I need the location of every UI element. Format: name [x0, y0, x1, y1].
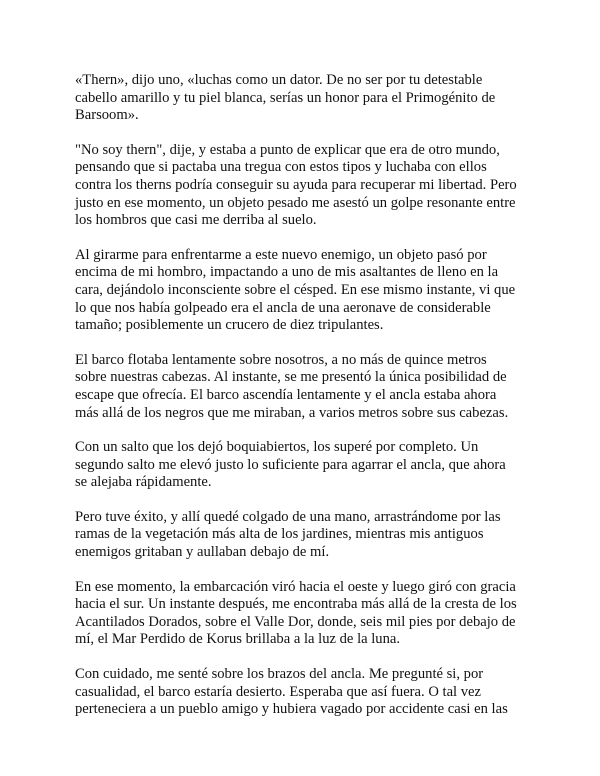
- text-line: contra los therns podría conseguir su ayuda para recuperar mi libertad. Pero: [75, 176, 517, 193]
- text-line: sobre nuestras cabezas. Al instante, se me presentó la única posibilidad de: [75, 369, 507, 386]
- text-line: casualidad, el barco estaría desierto. Esperaba que así fuera. O tal vez: [75, 683, 481, 700]
- text-line: cabello amarillo y tu piel blanca, serías un honor para el Primogénito de: [75, 89, 496, 106]
- text-line: escape que ofrecía. El barco ascendía lentamente y el ancla estaba ahora: [75, 386, 497, 403]
- paragraph-2: [75, 142, 525, 230]
- text-line: «Thern», dijo uno, «luchas como un dator. De no ser por tu detestable: [75, 72, 483, 88]
- text-line: enemigos gritaban y aullaban debajo de mí.: [75, 544, 330, 561]
- text-line: se alejaba rápidamente.: [75, 474, 212, 491]
- text-line: El barco flotaba lentamente sobre nosotros, a no más de quince metros: [75, 351, 487, 368]
- text-line: hacia el sur. Un instante después, me encontraba más allá de la cresta de los: [75, 596, 517, 613]
- text-line: mí, el Mar Perdido de Korus brillaba a la luz de la luna.: [75, 631, 401, 648]
- paragraph-5: [75, 439, 525, 492]
- text-line: Con un salto que los dejó boquiabiertos, los superé por completo. Un: [75, 439, 479, 456]
- text-line: justo en ese momento, un objeto pesado me asestó un golpe resonante entre: [75, 194, 516, 211]
- text-line: Barsoom».: [75, 107, 139, 124]
- text-line: Al girarme para enfrentarme a este nuevo enemigo, un objeto pasó por: [75, 246, 487, 263]
- text-line: segundo salto me elevó justo lo suficiente para agarrar el ancla, que ahora: [75, 456, 506, 473]
- text-line: "No soy thern", dije, y estaba a punto de explicar que era de otro mundo,: [75, 141, 500, 158]
- text-line: ramas de la vegetación más alta de los jardines, mientras mis antiguos: [75, 526, 484, 543]
- text-line: Con cuidado, me senté sobre los brazos del ancla. Me pregunté si, por: [75, 666, 484, 683]
- text-line: tamaño; posiblemente un crucero de diez tripulantes.: [75, 317, 384, 334]
- text-line: Acantilados Dorados, sobre el Valle Dor, donde, seis mil pies por debajo de: [75, 613, 516, 630]
- text-line: pensando que si pactaba una tregua con estos tipos y luchaba con ellos: [75, 159, 487, 176]
- paragraph-3: [75, 247, 525, 335]
- text-column: [75, 72, 525, 736]
- text-line: Pero tuve éxito, y allí quedé colgado de una mano, arrastrándome por las: [75, 508, 501, 525]
- paragraph-1: [75, 72, 525, 125]
- paragraph-8: [75, 666, 525, 719]
- text-line: cara, dejándolo inconsciente sobre el césped. En ese mismo instante, vi que: [75, 281, 516, 298]
- text-line: lo que nos había golpeado era el ancla de una aeronave de considerable: [75, 299, 491, 316]
- text-line: encima de mi hombro, impactando a uno de mis asaltantes de lleno en la: [75, 264, 499, 281]
- paragraph-6: [75, 509, 525, 562]
- paragraph-4: [75, 352, 525, 422]
- text-line: En ese momento, la embarcación viró hacia el oeste y luego giró con gracia: [75, 578, 516, 595]
- text-line: los hombros que casi me derriba al suelo.: [75, 212, 317, 229]
- text-line: perteneciera a un pueblo amigo y hubiera vagado por accidente casi en las: [75, 701, 508, 718]
- text-line: más allá de los negros que me miraban, a varios metros sobre sus cabezas.: [75, 404, 509, 421]
- paragraph-7: [75, 579, 525, 649]
